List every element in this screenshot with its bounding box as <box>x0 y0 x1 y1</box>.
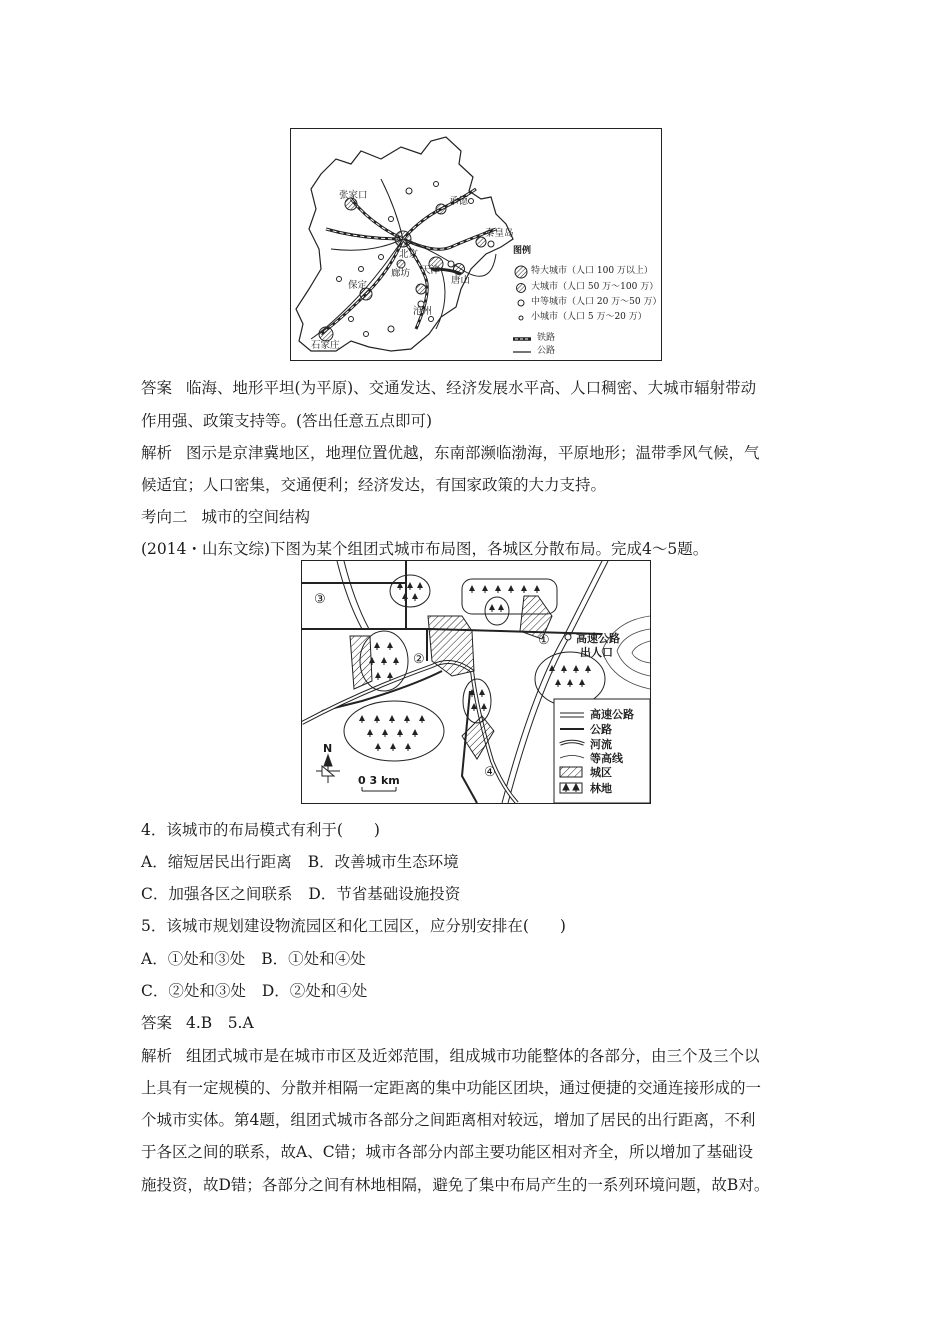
scale-label: 0 3 km <box>358 774 400 787</box>
area-1-label: ① <box>538 633 550 648</box>
scale-bar <box>362 787 396 791</box>
answer1-line2: 作用强、政策支持等。(答出任意五点即可) <box>141 412 433 430</box>
map-legend-title: 图例 <box>513 246 532 256</box>
city-label-tangshan: 唐山 <box>451 275 471 286</box>
legend-river: 河流 <box>590 738 612 751</box>
q4-option-c: C．加强各区之间联系 <box>141 885 293 903</box>
city-label-beijing: 北京 <box>399 249 419 260</box>
q4-options-cd <box>141 887 460 903</box>
answer-label: 答案 <box>141 1014 173 1032</box>
analysis2-line4: 于各区之间的联系，故A、C错；城市各部分内部主要功能区相对齐全，所以增加了基础设 <box>141 1143 754 1161</box>
legend-highway: 公路 <box>537 346 556 356</box>
q5-option-c: C．②处和③处 <box>141 982 246 1000</box>
legend-road: 公路 <box>590 723 612 736</box>
exit-label-line1: 高速公路 <box>576 632 620 645</box>
section-heading: 考向二 城市的空间结构 <box>141 508 311 526</box>
expressway-exit-marker <box>565 634 571 640</box>
q4-stem: 4．该城市的布局模式有利于( ) <box>141 821 380 839</box>
jingjinji-map-figure <box>290 128 662 361</box>
answer1-line1: 答案 临海、地形平坦(为平原)、交通发达、经济发展水平高、人口稠密、大城市辐射带动 <box>141 379 757 397</box>
analysis-label: 解析 <box>141 1047 173 1065</box>
city-label-langfang: 廊坊 <box>391 268 411 279</box>
legend-large-city: 大城市（人口 50 万～100 万） <box>531 282 659 292</box>
analysis1-line2: 候适宜；人口密集，交通便利；经济发达，有国家政策的大力支持。 <box>141 476 607 494</box>
q5-options-ab <box>141 952 366 968</box>
legend-small-city: 小城市（人口 5 万～20 万） <box>531 312 647 322</box>
legend-medium-city: 中等城市（人口 20 万～50 万） <box>531 297 662 307</box>
q5-option-a: A．①处和③处 <box>141 950 246 968</box>
city-label-qinhuangdao: 秦皇岛 <box>485 228 514 239</box>
city-label-cangzhou: 沧州 <box>413 306 433 317</box>
q5-options-cd <box>141 984 367 1000</box>
jingjinji-map-drawing <box>291 129 661 360</box>
city-label-tianjin: 天津 <box>421 265 441 276</box>
analysis2-line3: 个城市实体。第4题，组团式城市各部分之间距离相对较远，增加了居民的出行距离，不利 <box>141 1111 756 1129</box>
analysis-label: 解析 <box>141 444 173 462</box>
analysis2-line5: 施投资，故D错；各部分之间有林地相隔，避免了集中布局产生的一系列环境问题，故B对。 <box>141 1176 770 1194</box>
q4-option-d: D．节省基础设施投资 <box>308 885 461 903</box>
analysis2-line1: 解析 组团式城市是在城市市区及近郊范围，组成城市功能整体的各部分，由三个及三个以 <box>141 1047 760 1065</box>
cluster-city-map-figure <box>301 560 651 804</box>
exit-label-line2: 出人口 <box>580 646 613 659</box>
analysis1-line1: 解析 图示是京津冀地区，地理位置优越，东南部濒临渤海，平原地形；温带季风气候，气 <box>141 444 760 462</box>
q5-option-b: B．①处和④处 <box>261 950 366 968</box>
legend-urban: 城区 <box>590 766 612 779</box>
city-label-baoding: 保定 <box>348 280 368 291</box>
q5-option-d: D．②处和④处 <box>261 982 368 1000</box>
legend-forest: 林地 <box>590 782 612 795</box>
answer2-line: 答案 4.B 5.A <box>141 1014 254 1032</box>
legend-megacity: 特大城市（人口 100 万以上） <box>531 266 653 276</box>
area-4-label: ④ <box>484 765 496 780</box>
city-label-zhangjiakou: 张家口 <box>339 190 368 201</box>
north-arrow <box>316 755 340 783</box>
answer-label: 答案 <box>141 379 173 397</box>
q4-options-ab <box>141 855 459 871</box>
analysis2-line2: 上具有一定规模的、分散并相隔一定距离的集中功能区团块，通过便捷的交通连接形成的一 <box>141 1079 762 1097</box>
area-2-label: ② <box>413 652 425 667</box>
legend-railway: 铁路 <box>537 333 556 343</box>
city-label-chengde: 承德 <box>449 196 469 207</box>
area-3-label: ③ <box>314 592 326 607</box>
map-legend-symbols <box>513 266 531 352</box>
city-label-shijiazhuang: 石家庄 <box>311 340 340 351</box>
legend-expressway: 高速公路 <box>590 708 634 721</box>
q4-option-a: A．缩短居民出行距离 <box>141 853 292 871</box>
north-label: N <box>323 742 333 755</box>
q5-stem: 5．该城市规划建设物流园区和化工园区，应分别安排在( ) <box>141 917 566 935</box>
intro-text: (2014・山东文综)下图为某个组团式城市布局图，各城区分散布局。完成4～5题。 <box>141 540 709 558</box>
legend-contour: 等高线 <box>590 752 623 765</box>
q4-option-b: B．改善城市生态环境 <box>307 853 459 871</box>
